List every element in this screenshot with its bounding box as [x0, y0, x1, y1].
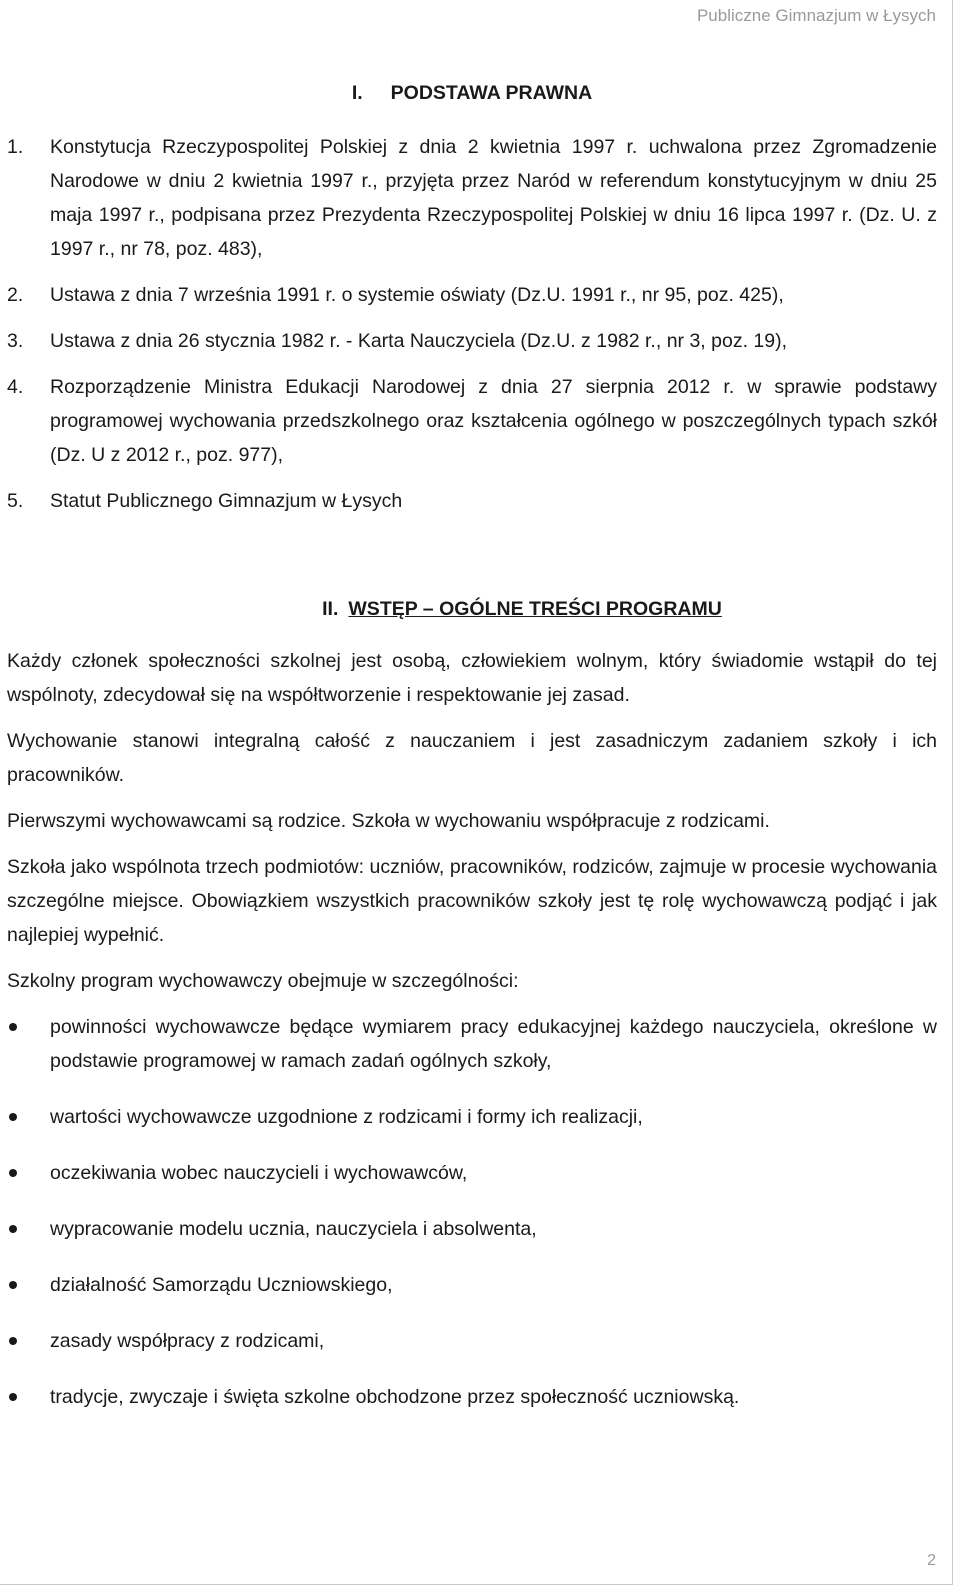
- bullet-item: [7, 1380, 937, 1414]
- section-1-title: PODSTAWA PRAWNA: [390, 82, 593, 104]
- list-item: [7, 324, 937, 358]
- item-text: Ustawa z dnia 7 września 1991 r. o systemie oświaty (Dz.U. 1991 r., nr 95, poz. 425),: [50, 284, 784, 306]
- list-item: [7, 370, 937, 472]
- item-text: Ustawa z dnia 26 stycznia 1982 r. - Karta Nauczyciela (Dz.U. z 1982 r., nr 3, poz. 19),: [50, 330, 788, 352]
- bullet-text: działalność Samorządu Uczniowskiego,: [50, 1274, 393, 1296]
- section-1-heading: [7, 76, 937, 110]
- item-text: Konstytucja Rzeczypospolitej Polskiej z dnia 2 kwietnia 1997 r. uchwalona przez Zgromadzenie Narodowe w dniu 2 kwietnia 1997 r., przyjęta przez Naród w referendum konstytucyjnym w dniu 25 maja 1997 r., podpisana przez Prezydenta Rzeczypospolitej Polskiej w dniu 16 lipca 1997 r. (Dz. U. z 1997 r., nr 78, poz. 483),: [50, 136, 937, 260]
- bullet-icon: [9, 1337, 17, 1345]
- bullet-item: [7, 1100, 937, 1134]
- page-header: Publiczne Gimnazjum w Łysych: [696, 6, 936, 25]
- bullet-icon: [9, 1169, 17, 1177]
- bullet-text: wypracowanie modelu ucznia, nauczyciela i absolwenta,: [50, 1218, 537, 1240]
- item-text: Rozporządzenie Ministra Edukacji Narodowej z dnia 27 sierpnia 2012 r. w sprawie podstawy programowej wychowania przedszkolnego oraz kształcenia ogólnego w poszczególnych typach szkół (Dz. U z 2012 r., poz. 977),: [50, 376, 937, 466]
- bullet-text: wartości wychowawcze uzgodnione z rodzicami i formy ich realizacji,: [50, 1106, 643, 1128]
- list-item: [7, 278, 937, 312]
- bullet-item: [7, 1324, 937, 1358]
- paragraph: Wychowanie stanowi integralną całość z nauczaniem i jest zasadniczym zadaniem szkoły i ich pracowników.: [7, 730, 937, 786]
- bullet-icon: [9, 1281, 17, 1289]
- bullet-item: [7, 1156, 937, 1190]
- bullet-text: tradycje, zwyczaje i święta szkolne obchodzone przez społeczność uczniowską.: [50, 1386, 740, 1408]
- bullet-item: [7, 1010, 937, 1078]
- list-item: [7, 484, 937, 518]
- bullet-item: [7, 1268, 937, 1302]
- bullet-text: oczekiwania wobec nauczycieli i wychowawców,: [50, 1162, 468, 1184]
- bullet-icon: [9, 1393, 17, 1401]
- bullet-icon: [9, 1023, 17, 1031]
- section-2-heading: [7, 592, 937, 626]
- section-1-number: I.: [351, 82, 363, 104]
- legal-basis-list: [7, 130, 937, 518]
- item-number: 3.: [7, 330, 24, 352]
- item-number: 5.: [7, 490, 24, 512]
- section-2-title: WSTĘP – OGÓLNE TREŚCI PROGRAMU: [348, 598, 722, 620]
- list-item: [7, 130, 937, 266]
- section-2-number: II.: [322, 598, 339, 620]
- item-number: 1.: [7, 136, 24, 158]
- paragraph: Szkoła jako wspólnota trzech podmiotów: uczniów, pracowników, rodziców, zajmuje w procesie wychowania szczególne miejsce. Obowiązkiem wszystkich pracowników szkoły jest tę rolę wychowawczą podjąć i jak najlepiej wypełnić.: [7, 856, 937, 946]
- paragraph: Każdy członek społeczności szkolnej jest osobą, człowiekiem wolnym, który świadomie wstąpił do tej wspólnoty, zdecydował się na współtworzenie i respektowanie jej zasad.: [7, 650, 937, 706]
- bullet-icon: [9, 1225, 17, 1233]
- bullet-icon: [9, 1113, 17, 1121]
- page-content: [7, 76, 937, 1436]
- page-number: 2: [927, 1552, 936, 1569]
- paragraph: Szkolny program wychowawczy obejmuje w szczególności:: [7, 970, 519, 992]
- item-number: 4.: [7, 376, 24, 398]
- program-scope-list: [7, 1010, 937, 1414]
- item-number: 2.: [7, 284, 24, 306]
- paragraph: Pierwszymi wychowawcami są rodzice. Szkoła w wychowaniu współpracuje z rodzicami.: [7, 810, 770, 832]
- bullet-item: [7, 1212, 937, 1246]
- bullet-text: powinności wychowawcze będące wymiarem pracy edukacyjnej każdego nauczyciela, określone w podstawie programowej w ramach zadań ogólnych szkoły,: [50, 1016, 937, 1072]
- item-text: Statut Publicznego Gimnazjum w Łysych: [50, 490, 403, 512]
- bullet-text: zasady współpracy z rodzicami,: [50, 1330, 325, 1352]
